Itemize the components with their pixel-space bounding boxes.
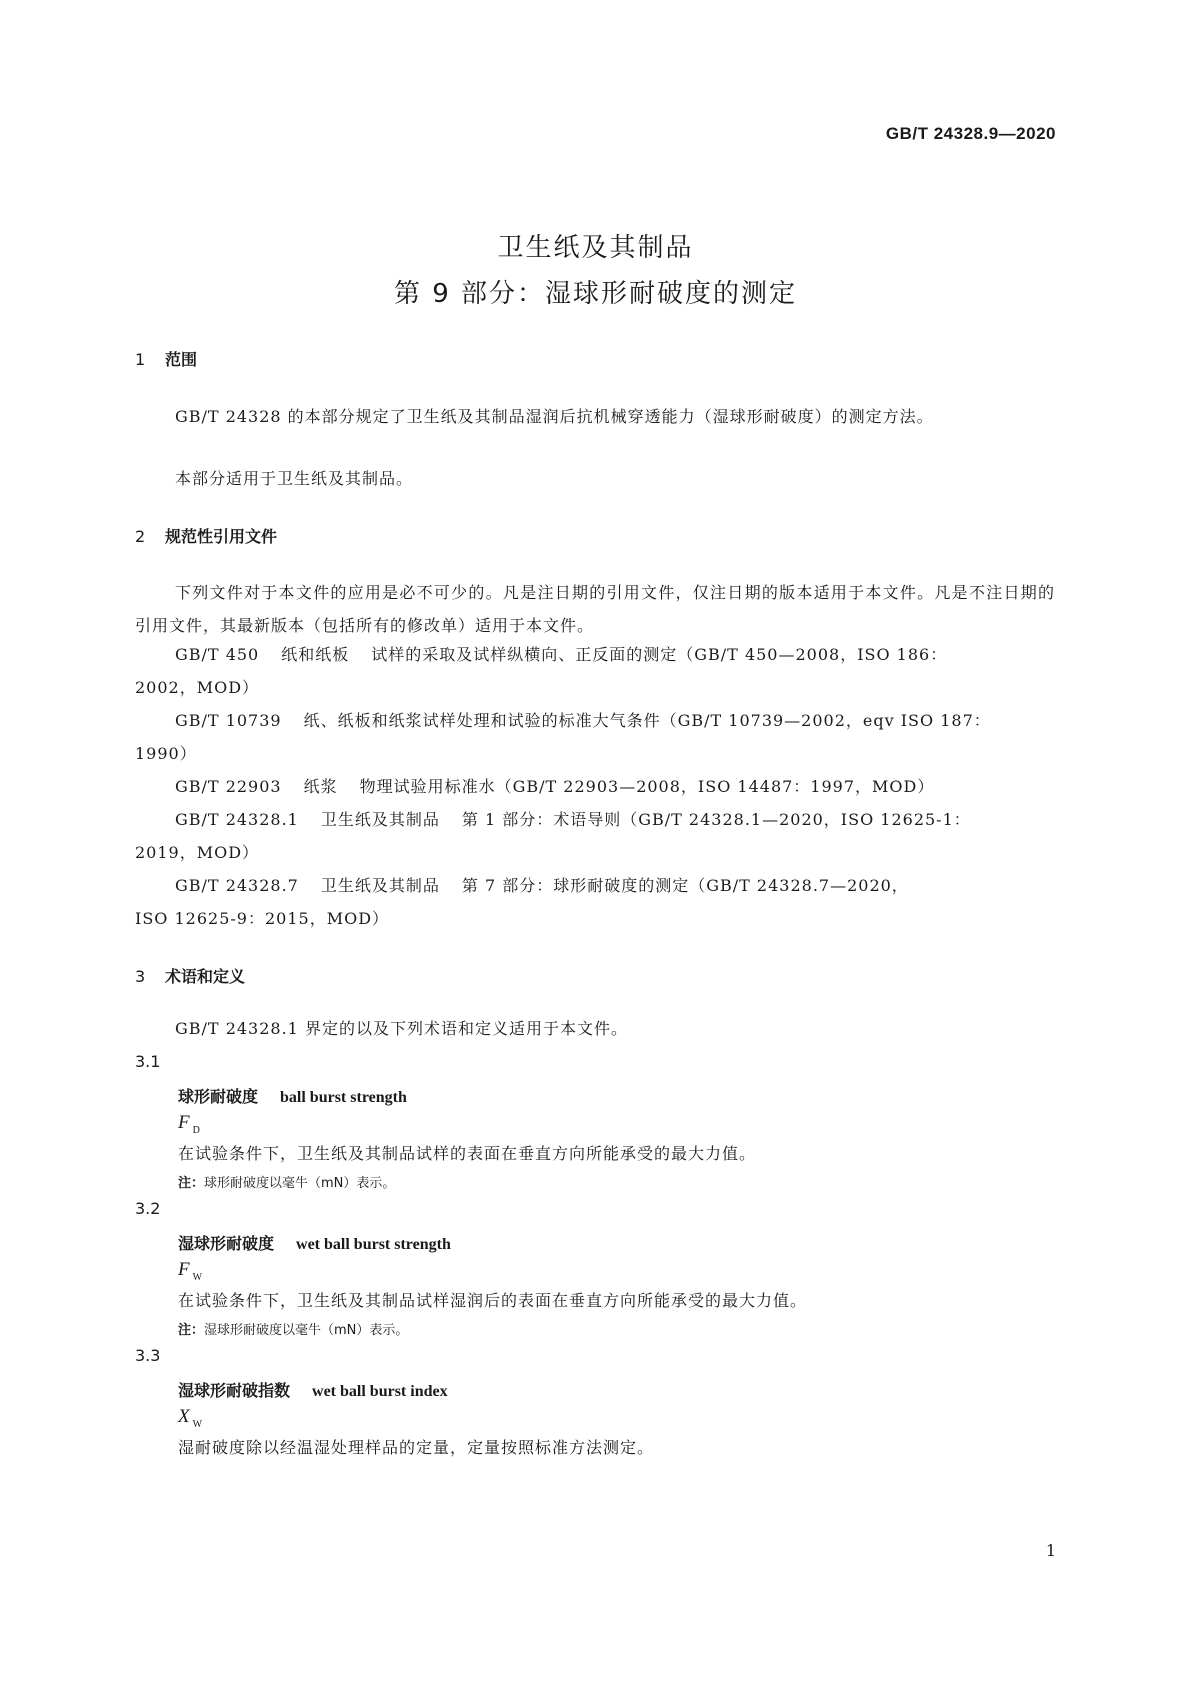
reference-title: 纸浆 xyxy=(303,777,338,796)
reference-title: 纸和纸板 xyxy=(281,645,350,664)
term-definition: 在试验条件下，卫生纸及其制品试样湿润后的表面在垂直方向所能承受的最大力值。 xyxy=(178,1291,808,1310)
section-number: 1 xyxy=(135,350,146,369)
reference-code: GB/T 24328.7 xyxy=(175,876,299,895)
symbol-subscript: W xyxy=(192,1271,203,1283)
document-subtitle: 第 9 部分：湿球形耐破度的测定 xyxy=(393,279,798,309)
term-chinese: 湿球形耐破指数 xyxy=(178,1381,291,1400)
term-note xyxy=(178,1172,395,1191)
reference-item xyxy=(175,642,947,665)
reference-item xyxy=(175,807,971,830)
note-label: 注： xyxy=(178,1323,205,1338)
document-title: 卫生纸及其制品 xyxy=(497,233,694,263)
clause-number: 3.2 xyxy=(135,1199,161,1218)
reference-text-continued: ISO 12625-9：2015，MOD） xyxy=(135,909,390,928)
section-title: 范围 xyxy=(165,350,198,369)
section-heading-terms xyxy=(135,964,245,987)
reference-text-continued: 2002，MOD） xyxy=(135,678,260,697)
reference-text-continued: 1990） xyxy=(135,744,197,763)
section-number: 2 xyxy=(135,527,146,546)
symbol-letter: F xyxy=(178,1259,190,1280)
term-english: wet ball burst strength xyxy=(296,1236,451,1253)
standard-number: GB/T 24328.9—2020 xyxy=(885,124,1056,143)
reference-text: 第 7 部分：球形耐破度的测定（GB/T 24328.7—2020， xyxy=(461,876,909,895)
term-symbol xyxy=(178,1406,202,1430)
symbol-subscript: D xyxy=(192,1124,200,1136)
reference-title: 卫生纸及其制品 xyxy=(320,810,440,829)
term-symbol xyxy=(178,1259,202,1283)
reference-text-continued: 2019，MOD） xyxy=(135,843,260,862)
reference-title: 卫生纸及其制品 xyxy=(320,876,440,895)
term-english: wet ball burst index xyxy=(312,1383,448,1400)
term-entry xyxy=(178,1084,407,1107)
symbol-subscript: W xyxy=(192,1418,203,1430)
reference-text: 第 1 部分：术语导则（GB/T 24328.1—2020，ISO 12625-1： xyxy=(461,810,971,829)
term-chinese: 湿球形耐破度 xyxy=(178,1234,275,1253)
term-english: ball burst strength xyxy=(280,1089,407,1106)
section-title: 规范性引用文件 xyxy=(165,527,278,546)
section-heading-normative xyxy=(135,524,277,547)
terms-intro: GB/T 24328.1 界定的以及下列术语和定义适用于本文件。 xyxy=(175,1019,628,1038)
symbol-letter: F xyxy=(178,1112,190,1133)
symbol-letter: X xyxy=(178,1406,190,1427)
note-text: 球形耐破度以毫牛（mN）表示。 xyxy=(204,1176,396,1191)
term-definition: 湿耐破度除以经温湿处理样品的定量，定量按照标准方法测定。 xyxy=(178,1438,655,1457)
reference-code: GB/T 22903 xyxy=(175,777,282,796)
section-title: 术语和定义 xyxy=(165,967,246,986)
clause-number: 3.1 xyxy=(135,1052,161,1071)
reference-code: GB/T 24328.1 xyxy=(175,810,299,829)
section-heading-scope xyxy=(135,347,197,370)
normative-intro: 下列文件对于本文件的应用是必不可少的。凡是注日期的引用文件，仅注日期的版本适用于本文件。凡是不注日期的引用文件，其最新版本（包括所有的修改单）适用于本文件。 xyxy=(135,583,1055,635)
reference-item xyxy=(175,774,934,797)
term-chinese: 球形耐破度 xyxy=(178,1087,259,1106)
note-text: 湿球形耐破度以毫牛（mN）表示。 xyxy=(204,1323,409,1338)
scope-applicability: 本部分适用于卫生纸及其制品。 xyxy=(175,469,414,488)
section-number: 3 xyxy=(135,967,146,986)
note-label: 注： xyxy=(178,1176,205,1191)
clause-number: 3.3 xyxy=(135,1346,161,1365)
term-entry xyxy=(178,1231,451,1254)
page-number: 1 xyxy=(1045,1541,1056,1560)
reference-text: 试样的采取及试样纵横向、正反面的测定（GB/T 450—2008，ISO 186： xyxy=(371,645,948,664)
term-note xyxy=(178,1319,408,1338)
reference-item xyxy=(175,873,909,896)
term-definition: 在试验条件下，卫生纸及其制品试样的表面在垂直方向所能承受的最大力值。 xyxy=(178,1144,757,1163)
reference-code: GB/T 10739 xyxy=(175,711,282,730)
reference-text: 物理试验用标准水（GB/T 22903—2008，ISO 14487：1997，MOD） xyxy=(359,777,935,796)
reference-code: GB/T 450 xyxy=(175,645,260,664)
reference-text: 纸、纸板和纸浆试样处理和试验的标准大气条件（GB/T 10739—2002，eqv ISO 187： xyxy=(303,711,991,730)
reference-item xyxy=(175,708,991,731)
scope-paragraph: GB/T 24328 的本部分规定了卫生纸及其制品湿润后抗机械穿透能力（湿球形耐破度）的测定方法。 xyxy=(175,407,934,426)
term-entry xyxy=(178,1378,448,1401)
term-symbol xyxy=(178,1112,200,1136)
